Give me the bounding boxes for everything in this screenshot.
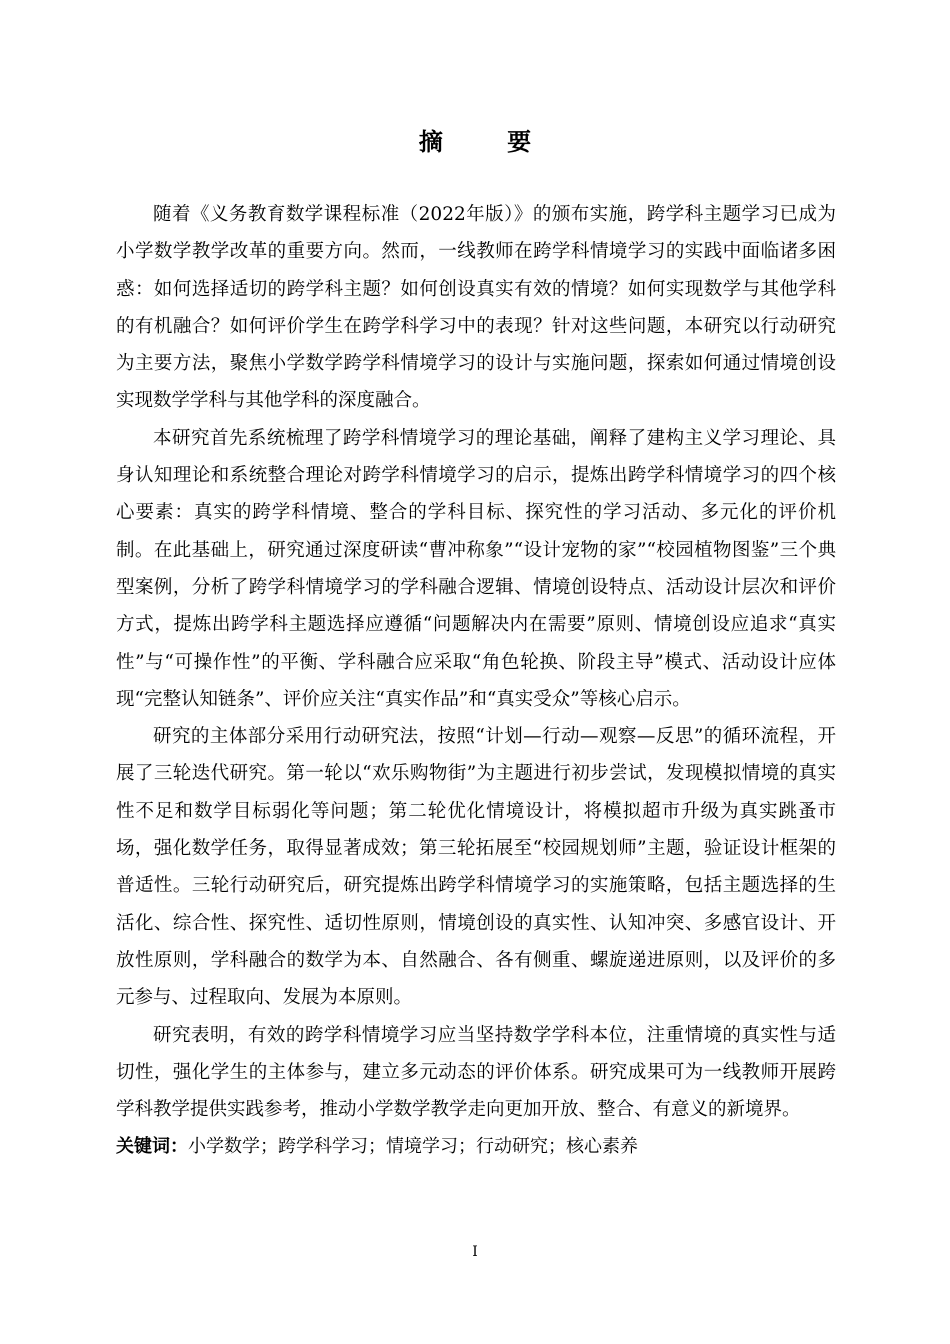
abstract-paragraph-2: 本研究首先系统梳理了跨学科情境学习的理论基础，阐释了建构主义学习理论、具身认知理论和系统整合理论对跨学科情境学习的启示，提炼出跨学科情境学习的四个核心要素：真实的跨学科情境、整合的学科目标、探究性的学习活动、多元化的评价机制。在此基础上，研究通过深度研读“曹冲称象”“设计宠物的家”“校园植物图鉴”三个典型案例，分析了跨学科情境学习的学科融合逻辑、情境创设特点、活动设计层次和评价方式，提炼出跨学科主题选择应遵循“问题解决内在需要”原则、情境创设应追求“真实性”与“可操作性”的平衡、学科融合应采取“角色轮换、阶段主导”模式、活动设计应体现“完整认知链条”、评价应关注“真实作品”和“真实受众”等核心启示。: [116, 427, 836, 710]
keywords-label: 关键词：: [116, 1136, 188, 1158]
abstract-paragraph-3: 研究的主体部分采用行动研究法，按照“计划—行动—观察—反思”的循环流程，开展了三轮迭代研究。第一轮以“欢乐购物街”为主题进行初步尝试，发现模拟情境的真实性不足和数学目标弱化等问题；第二轮优化情境设计，将模拟超市升级为真实跳蚤市场，强化数学任务，取得显著成效；第三轮拓展至“校园规划师”主题，验证设计框架的普适性。三轮行动研究后，研究提炼出跨学科情境学习的实施策略，包括主题选择的生活化、综合性、探究性、适切性原则，情境创设的真实性、认知冲突、多感官设计、开放性原则，学科融合的数学为本、自然融合、各有侧重、螺旋递进原则，以及评价的多元参与、过程取向、发展为本原则。: [116, 726, 836, 1009]
page-number: I: [472, 1244, 478, 1260]
abstract-paragraph-1: 随着《义务教育数学课程标准（2022年版）》的颁布实施，跨学科主题学习已成为小学数学教学改革的重要方向。然而，一线教师在跨学科情境学习的实践中面临诸多困惑：如何选择适切的跨学科主题？如何创设真实有效的情境？如何实现数学与其他学科的有机融合？如何评价学生在跨学科学习中的表现？针对这些问题，本研究以行动研究为主要方法，聚焦小学数学跨学科情境学习的设计与实施问题，探索如何通过情境创设实现数学学科与其他学科的深度融合。: [116, 204, 836, 412]
abstract-paragraph-4: 研究表明，有效的跨学科情境学习应当坚持数学学科本位，注重情境的真实性与适切性，强化学生的主体参与，建立多元动态的评价体系。研究成果可为一线教师开展跨学科教学提供实践参考，推动小学数学教学走向更加开放、整合、有意义的新境界。: [116, 1024, 836, 1121]
keywords-text: 小学数学；跨学科学习；情境学习；行动研究；核心素养: [188, 1136, 638, 1158]
keywords-line: [116, 1128, 836, 1165]
abstract-title: 摘 要: [418, 128, 560, 156]
abstract-body: [116, 196, 836, 1166]
